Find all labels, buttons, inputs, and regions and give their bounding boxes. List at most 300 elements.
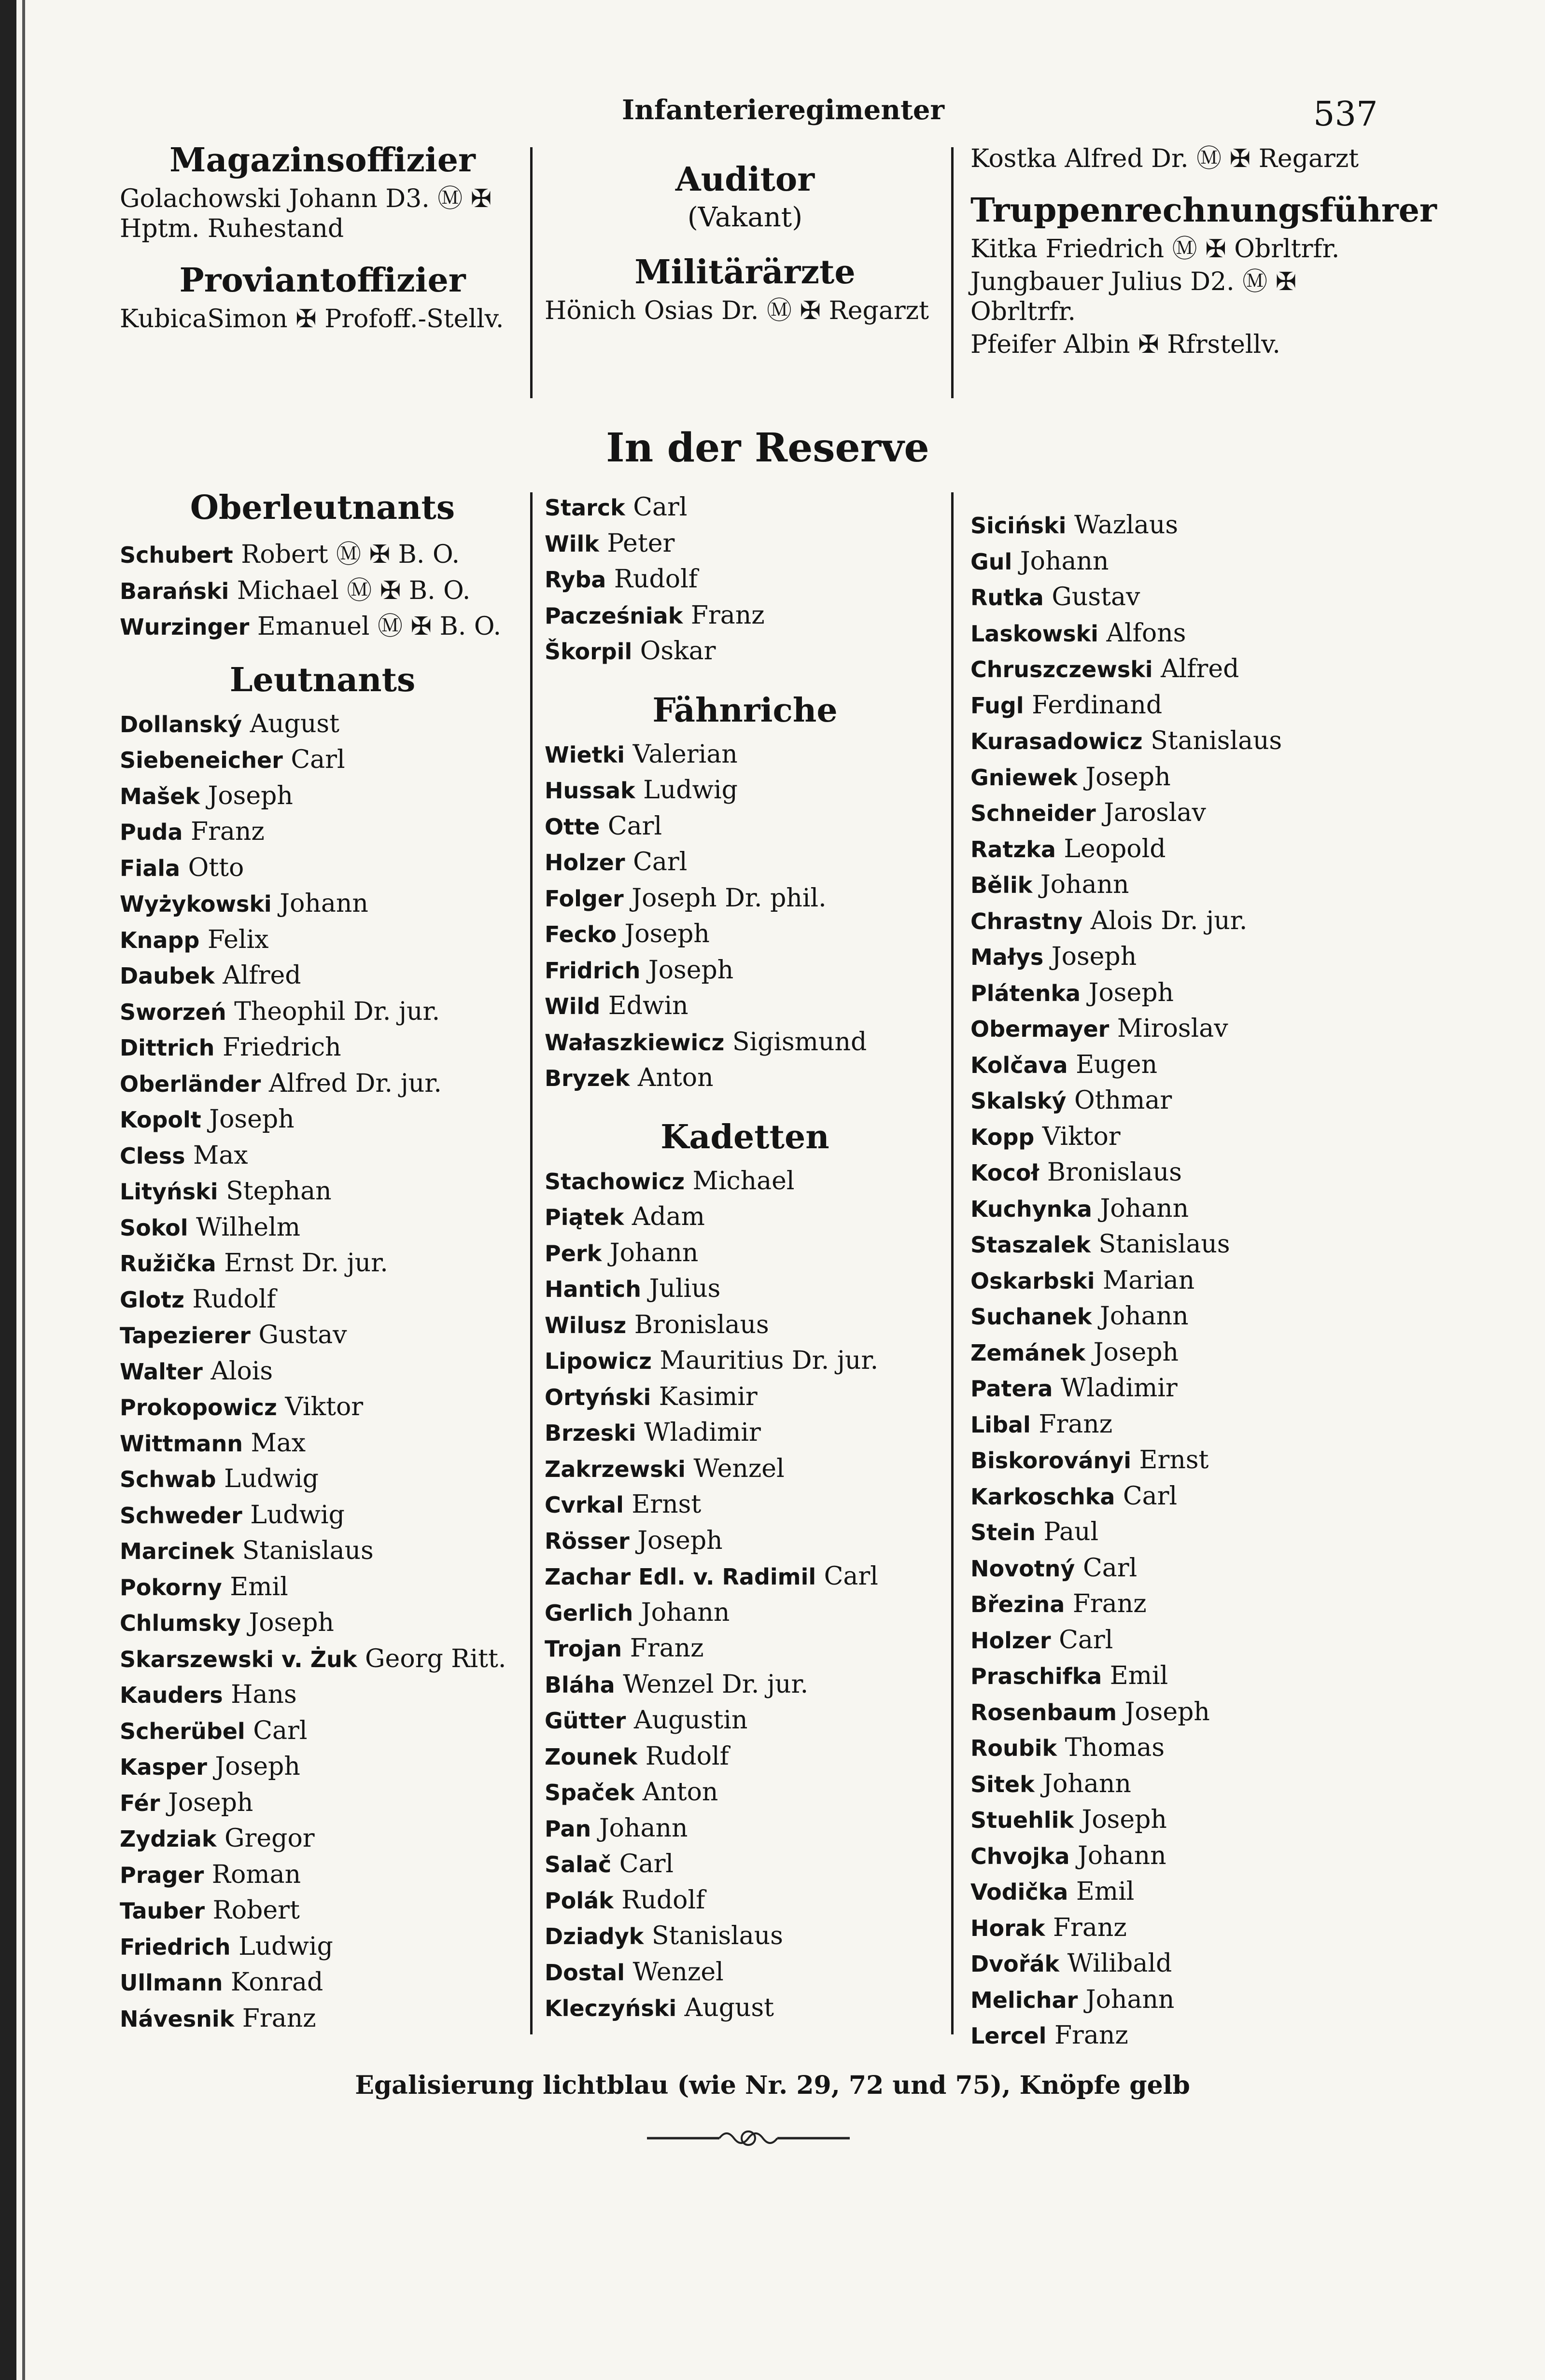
given-names: Johann bbox=[609, 1238, 699, 1267]
surname: Zakrzewski bbox=[545, 1456, 686, 1482]
leutnant-entry bbox=[120, 2001, 525, 2037]
surname: Pokorny bbox=[120, 1574, 222, 1601]
faehnrich-entry bbox=[545, 881, 945, 917]
given-names: Wilibald bbox=[1067, 1949, 1172, 1978]
surname: Holzer bbox=[545, 849, 625, 876]
kadett-entry bbox=[970, 1838, 1371, 1875]
surname: Gerlich bbox=[545, 1600, 633, 1626]
surname: Ullmann bbox=[120, 1970, 223, 1996]
given-names: Carl bbox=[633, 848, 688, 877]
given-names: Michael Ⓜ ✠ B. O. bbox=[237, 576, 471, 605]
given-names: Joseph bbox=[1085, 762, 1171, 792]
kadett-entry bbox=[970, 724, 1371, 760]
surname: Dziadyk bbox=[545, 1923, 644, 1949]
surname: Novotný bbox=[970, 1555, 1075, 1582]
given-names: Joseph bbox=[215, 1752, 300, 1781]
surname: Salač bbox=[545, 1851, 612, 1878]
kadett-entry bbox=[545, 1883, 945, 1919]
surname: Fugl bbox=[970, 692, 1024, 719]
kadett-entry bbox=[545, 1415, 945, 1451]
kadett-entry bbox=[970, 616, 1371, 652]
surname: Schweder bbox=[120, 1502, 242, 1529]
leutnant-entry bbox=[120, 1498, 525, 1534]
given-names: Joseph bbox=[208, 781, 293, 810]
given-names: August bbox=[684, 1993, 774, 2022]
surname: Březina bbox=[970, 1591, 1065, 1617]
surname: Hussak bbox=[545, 778, 635, 804]
given-names: Franz bbox=[242, 2004, 316, 2033]
surname: Dvořák bbox=[970, 1951, 1060, 1977]
given-names: Wazlaus bbox=[1074, 511, 1179, 540]
kadett-entry bbox=[970, 1479, 1371, 1515]
surname: Wilusz bbox=[545, 1312, 627, 1338]
surname: Schwab bbox=[120, 1466, 216, 1492]
given-names: Stephan bbox=[226, 1177, 332, 1206]
surname: Spaček bbox=[545, 1780, 635, 1806]
given-names: Rudolf bbox=[192, 1284, 276, 1314]
given-names: Franz bbox=[1039, 1409, 1113, 1439]
book-spine-line bbox=[22, 0, 25, 2380]
surname: Zounek bbox=[545, 1743, 638, 1770]
given-names: Joseph bbox=[624, 919, 710, 948]
vacancy-note: (Vakant) bbox=[687, 202, 803, 233]
officer-entry: Kostka Alfred Dr. Ⓜ ✠ Regarzt bbox=[970, 144, 1359, 173]
officer-entry: Hönich Osias Dr. Ⓜ ✠ Regarzt bbox=[545, 296, 929, 325]
leutnant-entry bbox=[120, 1282, 525, 1318]
surname: Kuchynka bbox=[970, 1196, 1092, 1222]
surname: Lercel bbox=[970, 2023, 1047, 2049]
given-names: Max bbox=[193, 1141, 248, 1170]
given-names: Carl bbox=[1123, 1481, 1178, 1511]
given-names: Emanuel Ⓜ ✠ B. O. bbox=[257, 612, 502, 641]
running-title: Infanterieregimenter bbox=[622, 94, 945, 126]
surname: Folger bbox=[545, 885, 624, 912]
given-names: Alois Dr. jur. bbox=[1090, 906, 1248, 935]
leutnant-entry bbox=[120, 1821, 525, 1857]
surname: Hantich bbox=[545, 1276, 642, 1302]
surname: Kopolt bbox=[120, 1107, 201, 1133]
given-names: Johann bbox=[1020, 546, 1109, 576]
leutnant-entry bbox=[120, 1857, 525, 1893]
faehnrich-entry bbox=[545, 953, 945, 989]
surname: Kauders bbox=[120, 1682, 223, 1708]
surname: Škorpil bbox=[545, 639, 632, 665]
given-names: Felix bbox=[207, 925, 269, 954]
kadett-entry bbox=[970, 1551, 1371, 1587]
kadett-entry bbox=[970, 1982, 1371, 2018]
kadett-entry bbox=[970, 1299, 1371, 1335]
leutnant-entry bbox=[120, 958, 525, 994]
footer-note: Egalisierung lichtblau (wie Nr. 29, 72 und 75), Knöpfe gelb bbox=[355, 2071, 1190, 2100]
surname: Libal bbox=[970, 1411, 1031, 1438]
surname: Ružička bbox=[120, 1251, 216, 1277]
surname: Otte bbox=[545, 813, 600, 840]
surname: Kopp bbox=[970, 1124, 1035, 1150]
leutnant-entry bbox=[120, 1102, 525, 1138]
surname: Ratzka bbox=[970, 836, 1056, 863]
given-names: Johann bbox=[1085, 1985, 1175, 2014]
faehnrich-entry bbox=[545, 773, 945, 809]
section-heading: Proviantoffizier bbox=[179, 261, 466, 300]
given-names: Kasimir bbox=[659, 1382, 758, 1411]
kadett-entry bbox=[970, 580, 1371, 616]
surname: Ryba bbox=[545, 567, 606, 593]
kadett-entry bbox=[970, 1263, 1371, 1299]
leutnant-entry bbox=[120, 1605, 525, 1642]
given-names: Ludwig bbox=[643, 776, 738, 805]
leutnant-entry bbox=[120, 1246, 525, 1282]
kadett-entry bbox=[545, 1164, 945, 1200]
kadett-entry bbox=[970, 867, 1371, 904]
given-names: Alfred bbox=[1161, 654, 1239, 683]
given-names: Wilhelm bbox=[196, 1212, 300, 1242]
oberleutnants-heading: Oberleutnants bbox=[190, 488, 455, 527]
surname: Bryzek bbox=[545, 1065, 630, 1091]
kadett-entry bbox=[970, 652, 1371, 688]
kadett-entry bbox=[545, 1487, 945, 1523]
kadett-entry bbox=[970, 1730, 1371, 1767]
oberleutnant-entry bbox=[120, 609, 525, 645]
kadett-entry bbox=[970, 1946, 1371, 1982]
leutnant-entry bbox=[120, 1210, 525, 1246]
surname: Marcinek bbox=[120, 1538, 235, 1564]
given-names: Carl bbox=[291, 745, 345, 774]
surname: Wietki bbox=[545, 741, 625, 768]
officer-entry: Jungbauer Julius D2. Ⓜ ✠ Obrltrfr. bbox=[970, 267, 1297, 326]
leutnants-heading: Leutnants bbox=[229, 660, 416, 699]
given-names: Stanislaus bbox=[1098, 1230, 1230, 1259]
surname: Rösser bbox=[545, 1528, 630, 1554]
given-names: Alfred Dr. jur. bbox=[268, 1069, 442, 1098]
page-number: 537 bbox=[1313, 94, 1378, 134]
given-names: Joseph bbox=[1124, 1697, 1210, 1726]
section-heading: Militärärzte bbox=[634, 252, 856, 292]
given-names: Carl bbox=[1082, 1553, 1138, 1583]
given-names: Joseph bbox=[648, 955, 734, 985]
faehnrich-entry bbox=[545, 809, 945, 845]
given-names: Carl bbox=[619, 1850, 674, 1879]
given-names: Marian bbox=[1103, 1266, 1195, 1295]
surname: Staszalek bbox=[970, 1232, 1091, 1258]
kadett-entry bbox=[970, 1767, 1371, 1803]
surname: Wurzinger bbox=[120, 614, 250, 640]
kadett-entry bbox=[545, 1236, 945, 1272]
given-names: Wenzel bbox=[693, 1454, 785, 1483]
kadett-entry bbox=[970, 1227, 1371, 1263]
surname: Brzeski bbox=[545, 1420, 636, 1446]
given-names: Anton bbox=[637, 1063, 714, 1092]
given-names: Julius bbox=[649, 1274, 721, 1303]
surname: Wałaszkiewicz bbox=[545, 1029, 725, 1056]
kadett-entry bbox=[545, 1595, 945, 1631]
leutnant-entry bbox=[120, 1929, 525, 1965]
given-names: Eugen bbox=[1076, 1050, 1158, 1079]
surname: Ortyński bbox=[545, 1384, 651, 1410]
kadett-entry bbox=[970, 1083, 1371, 1119]
kadett-entry bbox=[545, 1955, 945, 1991]
given-names: Gregor bbox=[224, 1824, 315, 1853]
kadett-entry bbox=[545, 1308, 945, 1344]
leutnant-entry bbox=[120, 1390, 525, 1426]
surname: Zemánek bbox=[970, 1339, 1086, 1366]
surname: Roubik bbox=[970, 1735, 1057, 1761]
given-names: Valerian bbox=[632, 739, 738, 769]
leutnant-entry bbox=[120, 1642, 525, 1678]
given-names: Joseph bbox=[168, 1788, 253, 1817]
ornament-icon bbox=[647, 2124, 850, 2153]
reserve-entry bbox=[545, 598, 945, 634]
given-names: Gustav bbox=[1052, 583, 1140, 612]
officer-entry: Pfeifer Albin ✠ Rfrstellv. bbox=[970, 330, 1280, 359]
kadett-entry bbox=[970, 1874, 1371, 1910]
given-names: Joseph Dr. phil. bbox=[632, 883, 827, 913]
given-names: Ludwig bbox=[224, 1464, 319, 1493]
given-names: Max bbox=[251, 1428, 306, 1458]
section-heading: Auditor bbox=[675, 160, 815, 199]
given-names: Joseph bbox=[1093, 1337, 1179, 1367]
leutnant-entry bbox=[120, 779, 525, 815]
kadett-entry bbox=[545, 1451, 945, 1488]
given-names: Michael bbox=[692, 1166, 795, 1196]
given-names: Franz bbox=[190, 817, 265, 846]
given-names: Emil bbox=[1110, 1661, 1168, 1690]
kadett-entry bbox=[545, 1703, 945, 1739]
given-names: Friedrich bbox=[222, 1033, 341, 1062]
given-names: Carl bbox=[1059, 1625, 1113, 1655]
surname: Wittmann bbox=[120, 1430, 243, 1457]
officer-entry: Golachowski Johann D3. Ⓜ ✠ Hptm. Ruhestand bbox=[120, 184, 492, 243]
surname: Lityński bbox=[120, 1179, 218, 1205]
given-names: Franz bbox=[1054, 2021, 1128, 2050]
given-names: Ludwig bbox=[239, 1932, 333, 1961]
surname: Glotz bbox=[120, 1286, 184, 1313]
kadett-entry bbox=[970, 975, 1371, 1012]
surname: Plátenka bbox=[970, 980, 1081, 1006]
surname: Barański bbox=[120, 578, 229, 604]
kadett-entry bbox=[970, 904, 1371, 940]
surname: Horak bbox=[970, 1915, 1045, 1941]
surname: Siciński bbox=[970, 513, 1067, 539]
leutnant-entry bbox=[120, 1893, 525, 1929]
kadett-entry bbox=[545, 1379, 945, 1416]
given-names: Sigismund bbox=[732, 1027, 867, 1057]
given-names: Rudolf bbox=[614, 565, 698, 594]
surname: Kasper bbox=[120, 1754, 207, 1780]
given-names: Wladimir bbox=[1060, 1374, 1178, 1403]
reserve-entry bbox=[545, 562, 945, 598]
top-column-3 bbox=[970, 141, 1437, 360]
leutnant-entry bbox=[120, 850, 525, 887]
surname: Fiala bbox=[120, 855, 181, 881]
surname: Laskowski bbox=[970, 620, 1098, 647]
given-names: Franz bbox=[690, 600, 765, 630]
surname: Chruszczewski bbox=[970, 656, 1153, 682]
surname: Tapezierer bbox=[120, 1322, 251, 1349]
surname: Sitek bbox=[970, 1771, 1035, 1797]
given-names: Johann bbox=[641, 1598, 730, 1627]
given-names: Jaroslav bbox=[1104, 798, 1206, 827]
surname: Piątek bbox=[545, 1204, 624, 1230]
surname: Lipowicz bbox=[545, 1348, 652, 1374]
reserve-column-1 bbox=[120, 487, 525, 2037]
reserve-entry bbox=[545, 634, 945, 670]
section-heading: Magazinsoffizier bbox=[169, 141, 476, 180]
given-names: Carl bbox=[824, 1562, 878, 1591]
surname: Schneider bbox=[970, 800, 1096, 826]
leutnant-entry bbox=[120, 994, 525, 1030]
surname: Kolčava bbox=[970, 1052, 1068, 1078]
surname: Návesnik bbox=[120, 2005, 235, 2032]
given-names: Johann bbox=[1040, 870, 1129, 899]
kadett-entry bbox=[970, 544, 1371, 580]
surname: Holzer bbox=[970, 1627, 1051, 1654]
given-names: Joseph bbox=[637, 1526, 723, 1555]
kadett-entry bbox=[970, 1011, 1371, 1047]
given-names: Otto bbox=[188, 853, 244, 882]
given-names: Franz bbox=[1053, 1913, 1127, 1942]
leutnant-entry bbox=[120, 922, 525, 959]
leutnant-entry bbox=[120, 1030, 525, 1066]
reserve-entry bbox=[545, 526, 945, 562]
given-names: Joseph bbox=[1082, 1805, 1167, 1834]
leutnant-entry bbox=[120, 814, 525, 850]
surname: Chrastny bbox=[970, 908, 1083, 934]
given-names: Wenzel bbox=[632, 1957, 724, 1987]
given-names: Georg Ritt. bbox=[365, 1644, 506, 1673]
surname: Friedrich bbox=[120, 1934, 231, 1960]
column-rule bbox=[530, 147, 533, 398]
surname: Skalský bbox=[970, 1088, 1067, 1114]
kadett-entry bbox=[970, 1695, 1371, 1731]
column-rule bbox=[951, 492, 954, 2034]
surname: Oskarbski bbox=[970, 1267, 1095, 1294]
surname: Schubert bbox=[120, 542, 233, 568]
surname: Knapp bbox=[120, 927, 200, 953]
book-spine-edge bbox=[0, 0, 16, 2380]
surname: Fridrich bbox=[545, 957, 641, 984]
kadett-entry bbox=[545, 1775, 945, 1811]
given-names: Ernst Dr. jur. bbox=[224, 1249, 388, 1278]
leutnant-entry bbox=[120, 1965, 525, 2001]
leutnant-entry bbox=[120, 1138, 525, 1174]
kadett-entry bbox=[545, 1271, 945, 1308]
kadett-entry bbox=[970, 832, 1371, 868]
column-rule bbox=[530, 492, 533, 2034]
leutnant-entry bbox=[120, 1174, 525, 1210]
surname: Wilk bbox=[545, 530, 599, 557]
surname: Daubek bbox=[120, 963, 215, 989]
given-names: Bronislaus bbox=[634, 1310, 769, 1339]
leutnant-entry bbox=[120, 1533, 525, 1570]
surname: Tauber bbox=[120, 1898, 205, 1924]
given-names: Othmar bbox=[1074, 1086, 1172, 1115]
given-names: Joseph bbox=[1051, 942, 1137, 971]
kadett-entry bbox=[545, 1199, 945, 1236]
kadett-entry bbox=[970, 1443, 1371, 1479]
kadett-entry bbox=[545, 1811, 945, 1847]
given-names: Carl bbox=[607, 811, 662, 841]
surname: Obermayer bbox=[970, 1016, 1110, 1042]
given-names: Augustin bbox=[633, 1706, 748, 1735]
surname: Skarszewski v. Żuk bbox=[120, 1646, 357, 1672]
kadett-entry bbox=[970, 688, 1371, 724]
given-names: Alfons bbox=[1106, 618, 1186, 648]
surname: Trojan bbox=[545, 1636, 622, 1662]
reserve-column-2 bbox=[545, 490, 945, 2027]
given-names: Stanislaus bbox=[242, 1536, 374, 1565]
surname: Stein bbox=[970, 1519, 1036, 1545]
surname: Zachar Edl. v. Radimil bbox=[545, 1564, 816, 1590]
given-names: Franz bbox=[630, 1634, 704, 1663]
given-names: Joseph bbox=[249, 1608, 334, 1637]
oberleutnant-entry bbox=[120, 537, 525, 573]
surname: Rutka bbox=[970, 585, 1044, 611]
surname: Karkoschka bbox=[970, 1483, 1115, 1510]
faehnrich-entry bbox=[545, 737, 945, 773]
surname: Sworzeń bbox=[120, 999, 226, 1025]
surname: Bláha bbox=[545, 1671, 615, 1698]
given-names: Leopold bbox=[1064, 834, 1166, 863]
reserve-entry bbox=[545, 490, 945, 526]
given-names: Johann bbox=[1042, 1769, 1131, 1798]
faehnrich-entry bbox=[545, 1025, 945, 1061]
kadett-entry bbox=[970, 1371, 1371, 1407]
kadett-entry bbox=[545, 1667, 945, 1703]
given-names: Oskar bbox=[640, 637, 716, 666]
given-names: Johann bbox=[280, 889, 368, 918]
given-names: Viktor bbox=[1042, 1122, 1121, 1151]
kadett-entry bbox=[970, 1407, 1371, 1443]
given-names: Emil bbox=[230, 1572, 288, 1601]
surname: Cless bbox=[120, 1142, 185, 1169]
surname: Praschifka bbox=[970, 1663, 1102, 1689]
surname: Puda bbox=[120, 819, 183, 845]
surname: Prager bbox=[120, 1862, 204, 1888]
reserve-column-3 bbox=[970, 508, 1371, 2054]
kadett-entry bbox=[970, 939, 1371, 975]
surname: Gniewek bbox=[970, 764, 1078, 791]
given-names: Johann bbox=[599, 1813, 688, 1843]
surname: Pacześniak bbox=[545, 602, 683, 629]
given-names: Joseph bbox=[1088, 978, 1174, 1007]
surname: Perk bbox=[545, 1240, 602, 1267]
given-names: Carl bbox=[633, 493, 688, 522]
kadett-entry bbox=[545, 1919, 945, 1955]
kadett-entry bbox=[970, 1119, 1371, 1155]
given-names: Ernst bbox=[1139, 1446, 1209, 1475]
reserve-title: In der Reserve bbox=[606, 425, 929, 471]
given-names: Alois bbox=[211, 1356, 273, 1386]
column-rule bbox=[951, 147, 954, 398]
given-names: Bronislaus bbox=[1047, 1158, 1182, 1187]
given-names: Adam bbox=[632, 1202, 705, 1231]
kadett-entry bbox=[970, 1587, 1371, 1623]
surname: Chlumsky bbox=[120, 1610, 241, 1636]
given-names: Robert bbox=[212, 1896, 300, 1925]
kadett-entry bbox=[970, 1910, 1371, 1947]
kadett-entry bbox=[970, 508, 1371, 544]
surname: Kocoł bbox=[970, 1160, 1039, 1186]
kadett-entry bbox=[970, 795, 1371, 832]
faehnriche-heading: Fähnriche bbox=[652, 691, 838, 730]
surname: Melichar bbox=[970, 1987, 1078, 2013]
leutnant-entry bbox=[120, 707, 525, 743]
surname: Vodička bbox=[970, 1879, 1068, 1905]
given-names: Rudolf bbox=[645, 1741, 729, 1771]
given-names: Emil bbox=[1076, 1877, 1135, 1906]
surname: Prokopowicz bbox=[120, 1394, 277, 1420]
given-names: Konrad bbox=[230, 1968, 323, 1997]
